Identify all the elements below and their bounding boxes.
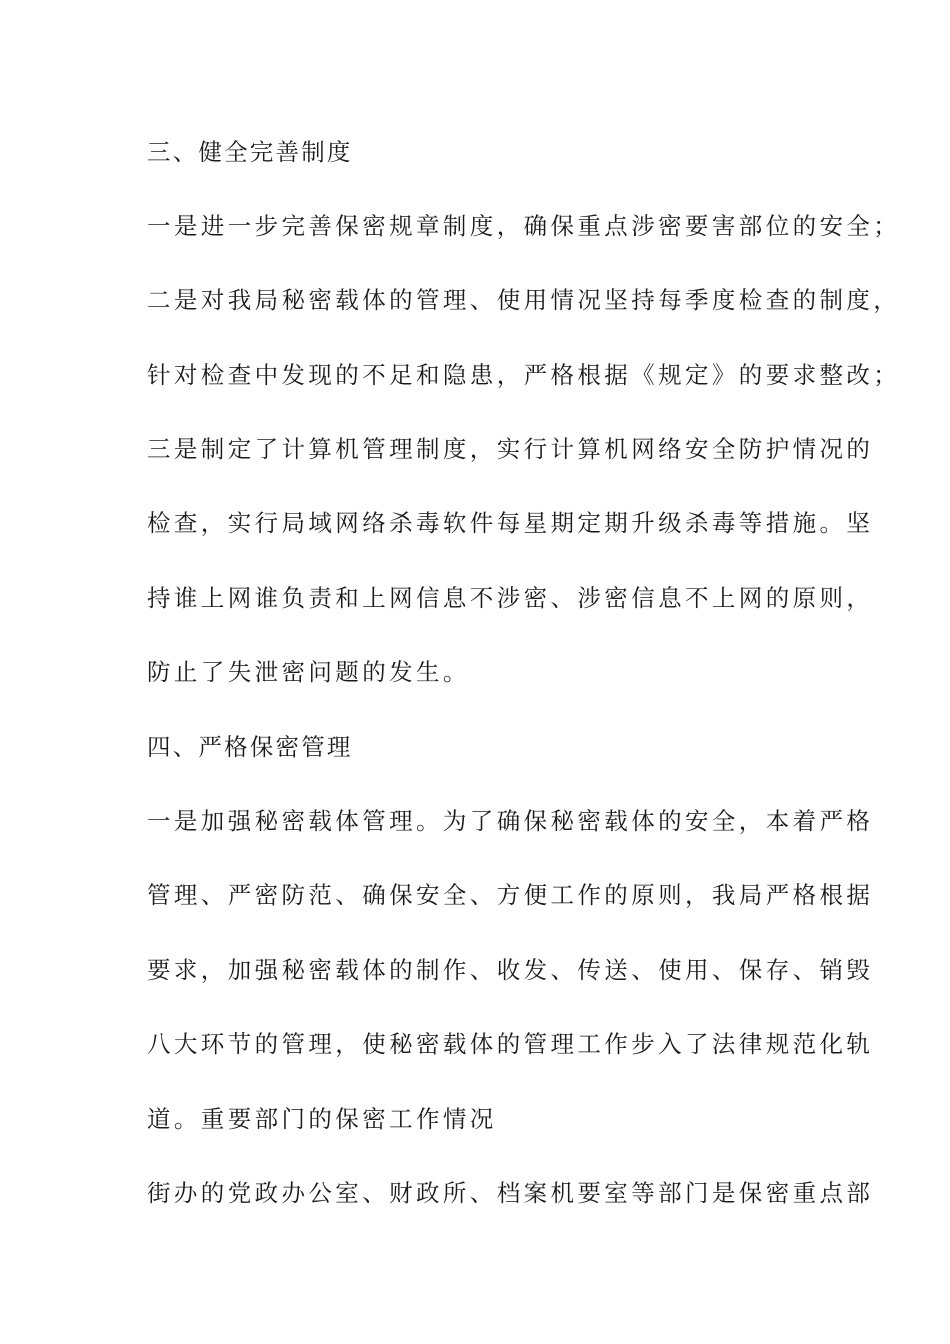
paragraph-line: 要求，加强秘密载体的制作、收发、传送、使用、保存、销毁 [147,956,874,984]
paragraph-line: 一是加强秘密载体管理。为了确保秘密载体的安全，本着严格 [147,807,874,835]
paragraph-line: 道。重要部门的保密工作情况 [147,1105,497,1133]
paragraph-line: 一是进一步完善保密规章制度，确保重点涉密要害部位的安全； [147,212,901,240]
paragraph-line: 街办的党政办公室、财政所、档案机要室等部门是保密重点部 [147,1179,874,1207]
section-heading-3: 三、健全完善制度 [147,138,353,166]
paragraph-line: 管理、严密防范、确保安全、方便工作的原则，我局严格根据 [147,881,874,909]
section-heading-4: 四、严格保密管理 [147,733,353,761]
paragraph-line: 八大环节的管理，使秘密载体的管理工作步入了法律规范化轨 [147,1030,874,1058]
paragraph-line: 防止了失泄密问题的发生。 [147,658,470,686]
paragraph-line: 针对检查中发现的不足和隐患，严格根据《规定》的要求整改； [147,361,901,389]
paragraph-line: 检查，实行局域网络杀毒软件每星期定期升级杀毒等措施。坚 [147,509,874,537]
paragraph-line: 二是对我局秘密载体的管理、使用情况坚持每季度检查的制度， [147,286,901,314]
paragraph-line: 持谁上网谁负责和上网信息不涉密、涉密信息不上网的原则， [147,584,874,612]
paragraph-line: 三是制定了计算机管理制度，实行计算机网络安全防护情况的 [147,435,874,463]
